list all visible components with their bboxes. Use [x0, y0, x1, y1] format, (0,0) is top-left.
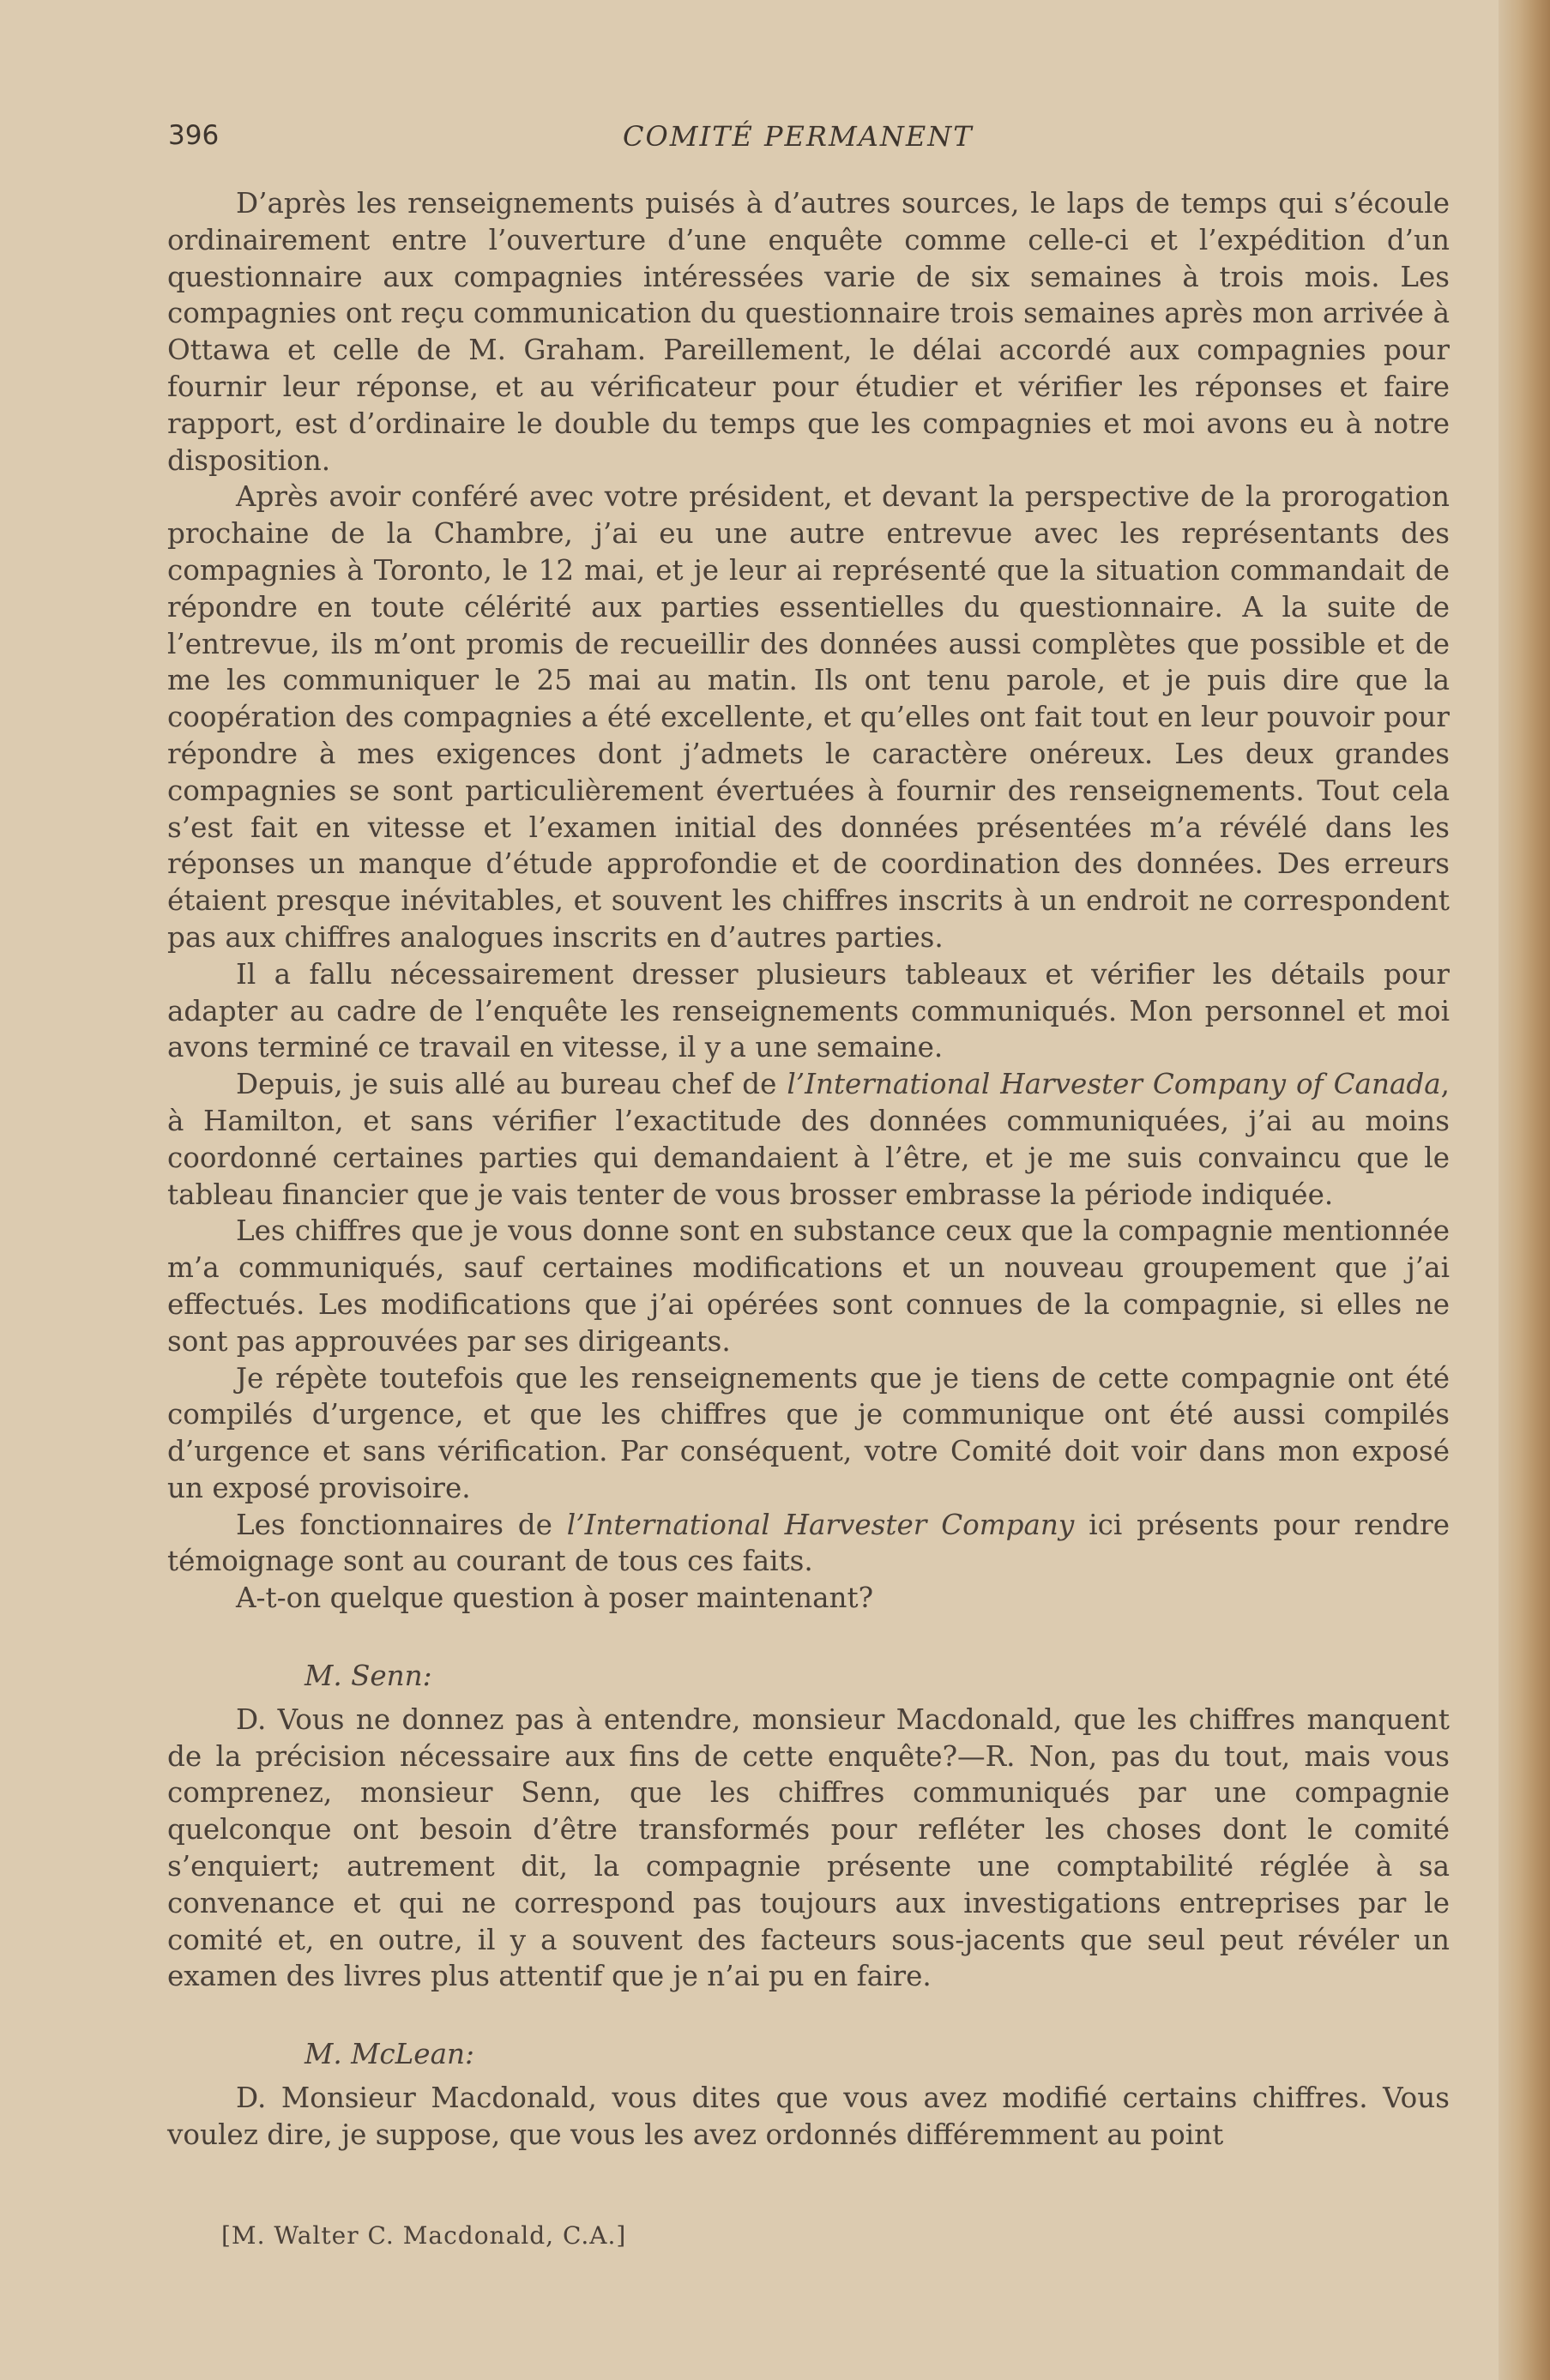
paragraph-2: Après avoir conféré avec votre président, et devant la perspective de la prorogation prochaine de la Chambre, j’ai eu une autre entrevue avec les représentants des compagnies à Toronto, le 12 mai, et je leur ai représenté que la situation commandait de répondre en toute célérité aux parties essentielles du questionnaire. A la suite de l’entrevue, ils m’ont promis de recueillir des données aussi complètes que possible et de me les communiquer le 25 mai au matin. Ils ont tenu parole, et je puis dire que la coopération des compagnies a été excellente, et qu’elles ont fait tout en leur pouvoir pour répondre à mes exigences dont j’admets le caractère onéreux. Les deux grandes compagnies se sont particulièrement évertuées à fournir des renseignements. Tout cela s’est fait en vitesse et l’examen initial des données présentées m’a révélé dans les réponses un manque d’étude approfondie et de coordination des données. Des erreurs étaient presque inévitables, et souvent les chiffres inscrits à un endroit ne correspondent pas aux chiffres analogues inscrits en d’autres parties. — [167, 480, 1450, 954]
company-name-2: l’International Harvester Company — [566, 1508, 1075, 1541]
paragraph-3: Il a fallu nécessairement dresser plusieurs tableaux et vérifier les détails pour adapter au cadre de l’enquête les renseignements communiqués. Mon personnel et moi avons terminé ce travail en vitesse, il y a une semaine. — [167, 957, 1450, 1064]
paragraph-5: Les chiffres que je vous donne sont en substance ceux que la compagnie mentionnée m’a communiqués, sauf certaines modifications et un nouveau groupement que j’ai effectués. Les modifications que j’ai opérées sont connues de la compagnie, si elles ne sont pas approuvées par ses dirigeants. — [167, 1214, 1450, 1358]
paragraph-7-after: ici présents pour rendre témoignage sont au courant de tous ces faits. — [167, 1508, 1450, 1578]
exchange-mclean-text: D. Monsieur Macdonald, vous dites que vous avez modifié certains chiffres. Vous voulez dire, je suppose, que vous les avez ordonnés différemment au point — [167, 2082, 1450, 2151]
exchange-senn-text: D. Vous ne donnez pas à entendre, monsieur Macdonald, que les chiffres manquent de la précision nécessaire aux fins de cette enquête?—R. Non, pas du tout, mais vous comprenez, monsieur Senn, que les chiffres communiqués par une compagnie quelconque ont besoin d’être transformés pour refléter les choses dont le comité s’enquiert; autrement dit, la compagnie présente une comptabilité réglée à sa convenance et qui ne correspond pas toujours aux investigations entreprises par le comité et, en outre, il y a souvent des facteurs sous-jacents que seul peut révéler un examen des livres plus attentif que je n’ai pu en faire. — [167, 1702, 1450, 1993]
page-header — [168, 113, 1455, 165]
witness-footer: [M. Walter C. Macdonald, C.A.] — [221, 2221, 627, 2250]
paragraph-7-before: Les fonctionnaires de — [236, 1508, 567, 1541]
company-name: l’International Harvester Company of Canada — [787, 1068, 1441, 1101]
paragraph-4 — [167, 1066, 1450, 1213]
paragraph-1: D’après les renseignements puisés à d’autres sources, le laps de temps qui s’écoule ordinairement entre l’ouverture d’une enquête comme celle-ci et l’expédition d’un questionnaire aux compagnies intéressées varie de six semaines à trois mois. Les compagnies ont reçu communication du questionnaire trois semaines après mon arrivée à Ottawa et celle de M. Graham. Pareillement, le délai accordé aux compagnies pour fournir leur réponse, et au vérificateur pour étudier et vérifier les réponses et faire rapport, est d’ordinaire le double du temps que les compagnies et moi avons eu à notre disposition. — [167, 187, 1450, 477]
speaker-senn: M. Senn: — [305, 1660, 432, 1693]
page-edge-shadow — [1499, 0, 1550, 2380]
paragraph-4-before: Depuis, je suis allé au bureau chef de — [236, 1068, 787, 1101]
speaker-mclean: M. McLean: — [305, 2038, 474, 2071]
running-title: COMITÉ PERMANENT — [623, 120, 974, 153]
body-text — [167, 185, 1450, 2154]
page-number: 396 — [168, 120, 220, 151]
paragraph-4-after: , à Hamilton, et sans vérifier l’exactitude des données communiquées, j’ai au moins coordonné certaines parties qui demandaient à l’être, et je me suis convaincu que le tableau financier que je vais tenter de vous brosser embrasse la période indiquée. — [167, 1068, 1450, 1211]
paragraph-6: Je répète toutefois que les renseignements que je tiens de cette compagnie ont été compilés d’urgence, et que les chiffres que je communique ont été aussi compilés d’urgence et sans vérification. Par conséquent, votre Comité doit voir dans mon exposé un exposé provisoire. — [167, 1361, 1450, 1504]
paragraph-7 — [167, 1507, 1450, 1581]
paragraph-8: A-t-on quelque question à poser maintenant? — [236, 1582, 874, 1615]
